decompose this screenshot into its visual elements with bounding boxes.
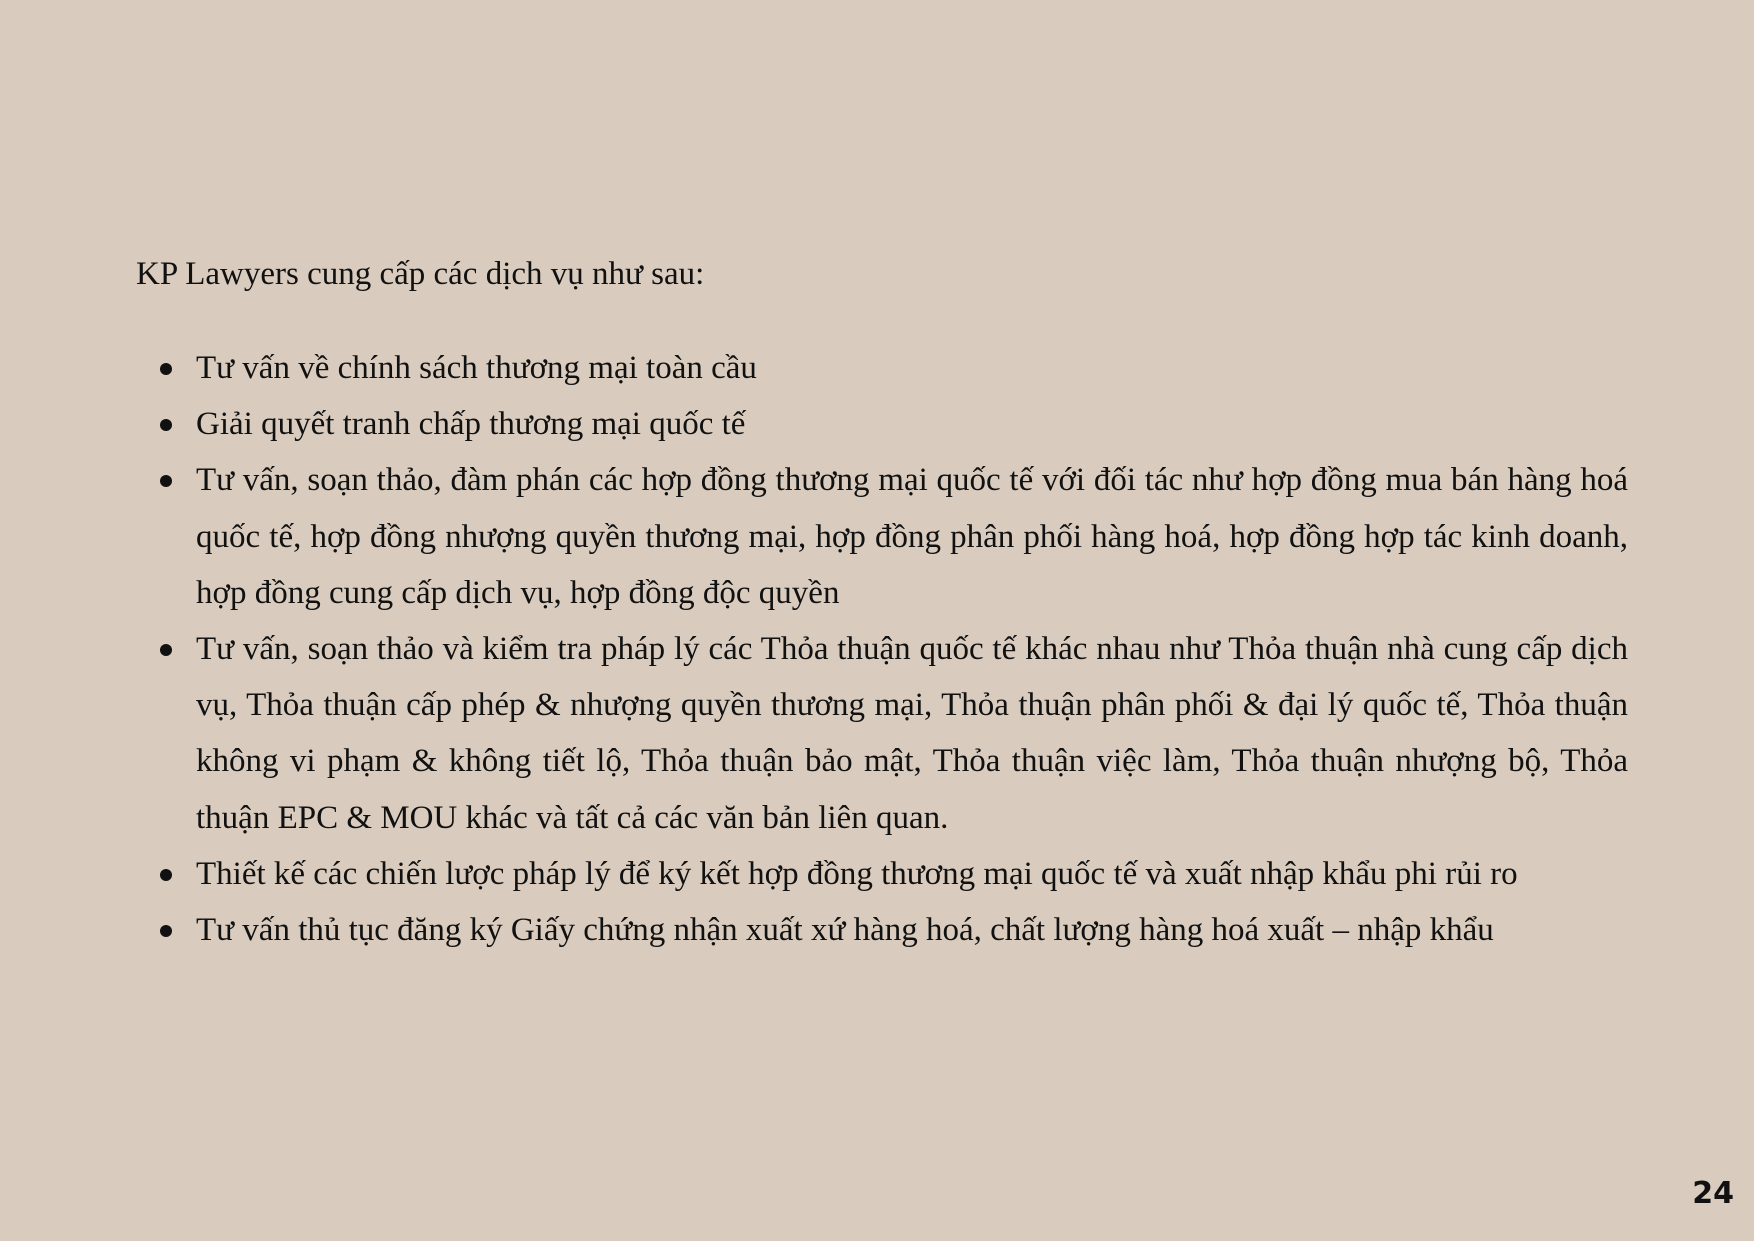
list-item (136, 902, 1628, 958)
service-text: Thiết kế các chiến lược pháp lý để ký kết hợp đồng thương mại quốc tế và xuất nhập khẩu phi rủi ro (196, 855, 1518, 892)
page-number: 24 (1692, 1176, 1734, 1211)
intro-text: KP Lawyers cung cấp các dịch vụ như sau: (136, 256, 705, 292)
service-text: Tư vấn về chính sách thương mại toàn cầu (196, 350, 757, 386)
service-text: Tư vấn thủ tục đăng ký Giấy chứng nhận xuất xứ hàng hoá, chất lượng hàng hoá xuất – nhập khẩu (196, 912, 1494, 949)
service-text: Giải quyết tranh chấp thương mại quốc tế (196, 406, 746, 443)
service-text: Tư vấn, soạn thảo và kiểm tra pháp lý các Thỏa thuận quốc tế khác nhau như Thỏa thuận nhà cung cấp dịch vụ, Thỏa thuận cấp phép & nhượng quyền thương mại, Thỏa thuận phân phối & đại lý quốc tế, Thỏa thuận không vi phạm & không tiết lộ, Thỏa thuận bảo mật, Thỏa thuận việc làm, Thỏa thuận nhượng bộ, Thỏa thuận EPC & MOU khác và tất cả các văn bản liên quan. (196, 631, 1628, 836)
bullet-icon (160, 644, 172, 656)
service-text: Tư vấn, soạn thảo, đàm phán các hợp đồng thương mại quốc tế với đối tác như hợp đồng mua bán hàng hoá quốc tế, hợp đồng nhượng quyền thương mại, hợp đồng phân phối hàng hoá, hợp đồng hợp tác kinh doanh, hợp đồng cung cấp dịch vụ, hợp đồng độc quyền (196, 462, 1628, 611)
bullet-icon (160, 419, 172, 431)
bullet-icon (160, 363, 172, 375)
bullet-icon (160, 475, 172, 487)
list-item (136, 452, 1628, 621)
list-item (136, 621, 1628, 846)
services-list (136, 340, 1628, 958)
list-item (136, 396, 1628, 452)
bullet-icon (160, 925, 172, 937)
list-item (136, 846, 1628, 902)
list-item (136, 340, 1628, 396)
bullet-icon (160, 869, 172, 881)
